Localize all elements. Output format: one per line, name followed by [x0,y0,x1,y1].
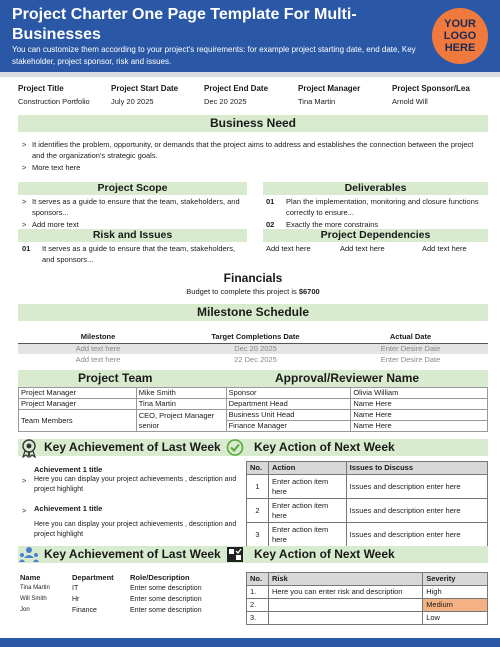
action-table [246,461,488,547]
checkmark-icon [226,439,244,456]
page-subtitle: You can customize them according to your project's requirements: for example project starting date, end date, Key stakeholder, project sponsor, risk and issues. [12,45,416,66]
table-row: Project Manager Tina Martin Department Head Name Here [19,399,488,410]
project-team-heading: Project Team [78,371,153,385]
team-table [18,387,488,432]
deliverables-heading: Deliverables [263,182,488,195]
list-item: > Here you can display your project achievements , description and project highlight [22,476,237,493]
risk-table [246,572,488,625]
column-header: Target Completions Date [178,331,333,343]
table-row: Finance Manager Name Here [19,421,488,432]
column-header: Issues to Discuss [346,462,487,475]
milestone-table [18,331,488,365]
table-row: Will Smith Hr Enter some description [20,596,202,603]
approval-heading: Approval/Reviewer Name [275,371,420,385]
list-item: 01 It serves as a guide to ensure that the team, stakeholders, and sponsors... [22,244,236,264]
column-header: No. [247,462,269,475]
list-item: > More text here [22,163,81,172]
severity-low: Low [423,612,488,625]
dependency-item: Add text here [266,244,311,253]
severity-high: High [423,586,488,599]
table-row: Project Manager Mike Smith Sponsor Olivia William [19,388,488,399]
award-icon [20,438,38,458]
column-header: Milestone [18,331,178,343]
achievement-heading: Key Achievement of Last Week [44,440,221,454]
table-row: 1 Enter action item here Issues and description enter here [247,475,488,499]
header-banner [0,0,500,72]
dependency-item: Add text here [422,244,467,253]
info-sponsor: Project Sponsor/Lea Arnold Will [392,84,470,106]
footer-bar [0,638,500,647]
achievement-item-desc: Here you can display your project achievements , description and project highlight [34,521,237,538]
column-header: No. [247,573,269,586]
column-header: Name [20,573,41,582]
financials-heading: Financials [223,271,283,285]
action-heading: Key Action of Next Week [254,547,395,561]
column-header: Department [72,573,114,582]
list-item: > It serves as a guide to ensure that the team, stakeholders, and sponsors... [22,197,240,217]
risk-issues-heading: Risk and Issues [18,229,247,242]
column-header: Severity [423,573,488,586]
info-start-date: Project Start Date July 20 2025 [111,84,179,106]
list-item: > Add more text [22,220,79,229]
table-row: Jon Finance Enter some description [20,607,202,614]
table-row: 2. Medium [247,599,488,612]
column-header: Risk [268,573,422,586]
table-row: 3 Enter action item here Issues and description enter here [247,523,488,547]
info-end-date: Project End Date Dec 20 2025 [204,84,269,106]
logo-placeholder: YOUR LOGO HERE [432,8,488,64]
dependency-item: Add text here [340,244,385,253]
achievement-heading: Key Achievement of Last Week [44,547,221,561]
achievement-item-title: Achievement 1 title [34,504,103,513]
list-item: 02 Exactly the more constrains [266,220,379,229]
severity-medium: Medium [423,599,488,612]
column-header: Action [268,462,346,475]
milestone-heading: Milestone Schedule [18,304,488,321]
dependencies-heading: Project Dependencies [263,229,488,242]
achievement-item-title: Achievement 1 title [34,465,103,474]
info-manager: Project Manager Tina Martin [298,84,361,106]
table-row: Add text here 22 Dec 2025 Enter Desire Date [75,355,441,364]
list-item: > It identifies the problem, opportunity, or demands that the project aims to address and establishes the connection between the project and the organization's strategic goals. [22,140,474,160]
table-row: 2 Enter action item here Issues and description enter here [247,499,488,523]
table-row: Tina Martin IT Enter some description [20,585,202,592]
table-row: 3. Low [247,612,488,625]
action-heading: Key Action of Next Week [254,440,395,454]
project-scope-heading: Project Scope [18,182,247,195]
list-item: 01 Plan the implementation, monitoring and closure functions correctly to ensure... [266,197,479,217]
column-header: Role/Description [130,573,190,582]
info-title: Project Title Construction Portfolio [18,84,90,106]
table-row: Add text here Dec 20 2025 Enter Desire Date [18,343,488,354]
financials-budget: Budget to complete this project is $6700 [186,287,320,296]
page-title: Project Charter One Page Template For Multi-Businesses [12,6,357,43]
column-header: Actual Date [333,331,488,343]
table-row: 1. Here you can enter risk and description High [247,586,488,599]
business-need-heading: Business Need [18,115,488,132]
table-row: Team Members CEO, Project Manager senior Business Unit Head Name Here [19,410,488,421]
people-icon [18,545,40,564]
budget-amount: $6700 [298,287,320,296]
tasks-icon [226,546,244,563]
achievement-team-table [20,572,240,616]
header-divider [0,72,500,77]
